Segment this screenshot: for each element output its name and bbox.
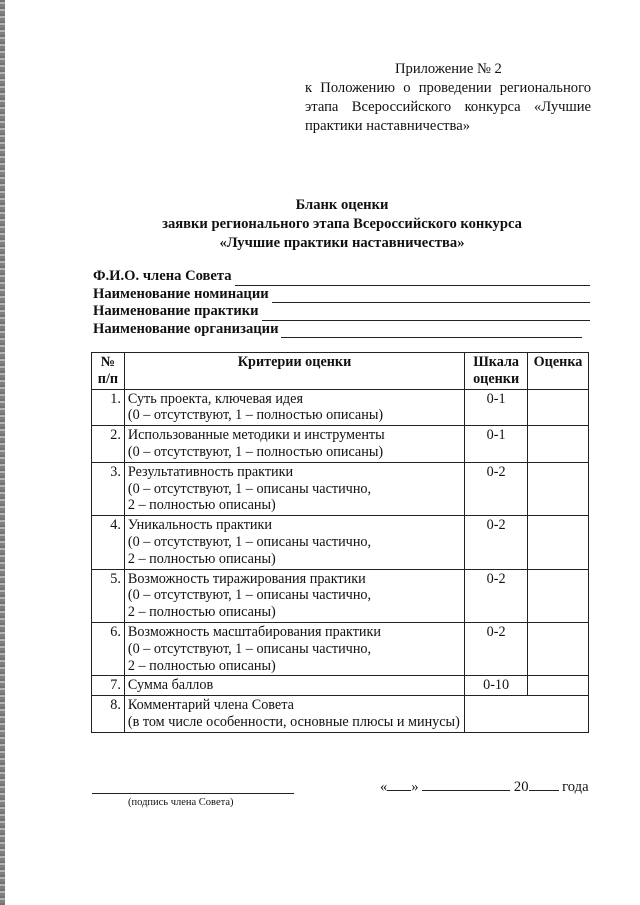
table-row <box>92 569 589 622</box>
comment-line-1: Комментарий члена Совета <box>127 697 294 714</box>
scale-cell: 0-1 <box>465 389 528 426</box>
table-header-row <box>92 353 589 390</box>
fill-line[interactable] <box>272 289 590 303</box>
row-number: 7. <box>92 676 125 696</box>
criterion-line-3: 2 – полностью описаны) <box>127 497 276 514</box>
table-row <box>92 462 589 515</box>
table-row-comment <box>92 696 589 733</box>
criterion-line-3: 2 – полностью описаны) <box>127 657 276 674</box>
scale-cell: 0-2 <box>465 516 528 569</box>
criterion-line-3: 2 – полностью описаны) <box>127 604 276 621</box>
appendix-note <box>305 60 591 136</box>
criterion-line-1: Использованные методики и инструменты <box>127 427 385 444</box>
criterion-cell <box>124 389 464 426</box>
table-row <box>92 426 589 463</box>
criterion-cell <box>124 569 464 622</box>
table-row <box>92 676 589 696</box>
criterion-cell <box>124 516 464 569</box>
score-input-cell[interactable] <box>528 622 589 675</box>
score-input-cell[interactable] <box>528 426 589 463</box>
comment-label-cell <box>124 696 464 733</box>
month-blank[interactable] <box>422 778 510 791</box>
criterion-line-1: Возможность масштабирования практики <box>127 623 381 640</box>
year-suffix: года <box>562 779 589 795</box>
field-organization <box>93 321 590 339</box>
criterion-line-3: 2 – полностью описаны) <box>127 550 276 567</box>
heading-line-1: Бланк оценки <box>295 197 389 213</box>
table-body <box>92 389 589 732</box>
form-heading <box>92 196 592 253</box>
date-quote-open: « <box>380 779 388 795</box>
comment-line-2: (в том числе особенности, основные плюсы и минусы) <box>127 713 460 730</box>
criterion-line-1: Возможность тиражирования практики <box>127 570 366 587</box>
heading-line-3: «Лучшие практики наставничества» <box>219 235 465 251</box>
table-row <box>92 516 589 569</box>
row-number: 4. <box>92 516 125 569</box>
field-member-name <box>93 268 590 286</box>
field-practice <box>93 303 590 321</box>
fill-line[interactable] <box>235 272 590 286</box>
criterion-line-2: (0 – отсутствуют, 1 – описаны частично, <box>127 533 372 550</box>
row-number: 3. <box>92 462 125 515</box>
info-fields <box>93 268 590 338</box>
scale-cell: 0-10 <box>465 676 528 696</box>
table-row <box>92 622 589 675</box>
criterion-cell <box>124 462 464 515</box>
criterion-line-1: Суть проекта, ключевая идея <box>127 390 303 407</box>
criterion-line-1: Результативность практики <box>127 463 294 480</box>
criterion-line-2: (0 – отсутствуют, 1 – полностью описаны) <box>127 407 384 424</box>
row-number: 6. <box>92 622 125 675</box>
criterion-cell <box>124 676 464 696</box>
heading-line-2: заявки регионального этапа Всероссийского конкурса <box>162 216 522 232</box>
appendix-text: к Положению о проведении регионального этапа Всероссийского конкурса «Лучшие практики наставничества» <box>305 80 591 134</box>
field-label: Наименование номинации <box>93 285 269 302</box>
scale-cell: 0-2 <box>465 569 528 622</box>
fill-line[interactable] <box>281 324 582 338</box>
date-quote-close: » <box>411 779 419 795</box>
criterion-line-2: (0 – отсутствуют, 1 – полностью описаны) <box>127 443 384 460</box>
scale-cell: 0-2 <box>465 462 528 515</box>
date-line <box>380 778 589 796</box>
fill-line[interactable] <box>262 307 590 321</box>
score-input-cell[interactable] <box>528 389 589 426</box>
header-scale: Шкала оценки <box>465 353 528 390</box>
criterion-line-2: (0 – отсутствуют, 1 – описаны частично, <box>127 640 372 657</box>
comment-input-cell[interactable] <box>465 696 589 733</box>
signature-line[interactable] <box>92 793 294 794</box>
criterion-line-2: (0 – отсутствуют, 1 – описаны частично, <box>127 587 372 604</box>
criterion-cell <box>124 426 464 463</box>
field-label: Наименование практики <box>93 303 259 319</box>
score-input-cell[interactable] <box>528 516 589 569</box>
table-row <box>92 389 589 426</box>
row-number: 1. <box>92 389 125 426</box>
header-score: Оценка <box>528 353 589 390</box>
criterion-line-1: Сумма баллов <box>127 677 214 694</box>
criteria-table <box>91 352 589 733</box>
header-num: № п/п <box>92 353 125 390</box>
score-input-cell[interactable] <box>528 676 589 696</box>
row-number: 2. <box>92 426 125 463</box>
field-nomination <box>93 286 590 304</box>
criterion-line-1: Уникальность практики <box>127 517 273 534</box>
scan-edge <box>0 0 5 905</box>
criterion-line-2: (0 – отсутствуют, 1 – описаны частично, <box>127 480 372 497</box>
row-number: 8. <box>92 696 125 733</box>
year-prefix: 20 <box>513 779 529 795</box>
scale-cell: 0-2 <box>465 622 528 675</box>
row-number: 5. <box>92 569 125 622</box>
scale-cell: 0-1 <box>465 426 528 463</box>
score-input-cell[interactable] <box>528 569 589 622</box>
field-label: Ф.И.О. члена Совета <box>93 268 232 284</box>
signature-caption: (подпись члена Совета) <box>128 797 234 808</box>
year-blank[interactable] <box>529 778 559 791</box>
appendix-title: Приложение № 2 <box>395 61 502 77</box>
score-input-cell[interactable] <box>528 462 589 515</box>
field-label: Наименование организации <box>93 320 279 337</box>
header-criteria: Критерии оценки <box>124 353 464 390</box>
day-blank[interactable] <box>387 778 411 791</box>
criterion-cell <box>124 622 464 675</box>
